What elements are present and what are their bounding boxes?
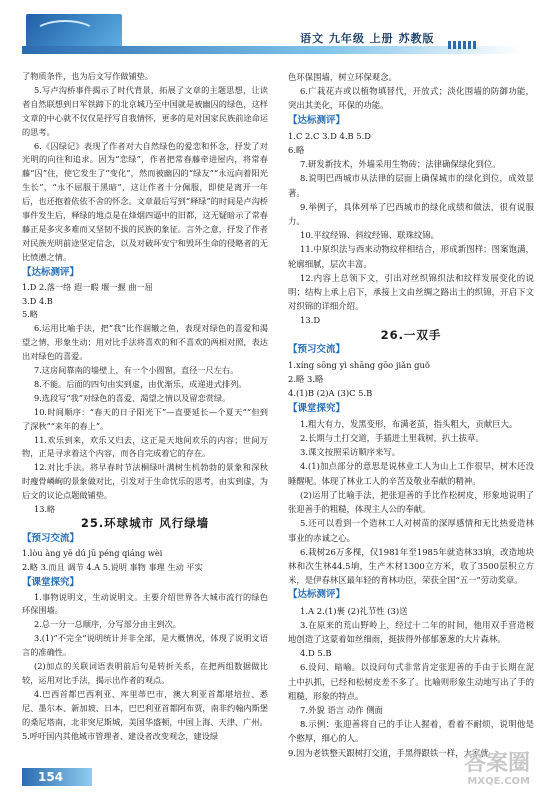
answer-line: (2)运用了比喻手法，把张迎善的手比作松树皮，形象地说明了张迎善手的粗糙，体现主人公的奉献。	[288, 489, 534, 515]
answer-line: 7.研发新技术，外墙采用生物砖；法律确保绿化到位。	[300, 159, 501, 170]
answer-line: 12.内容上总领下文，引出对丝织锦织法和纹样发展变化的说明；结构上承上启下，承接上文由丝绸之路出土的织锦，开启下文对织锦的详细介绍。	[288, 272, 534, 312]
tag-label: 【预习交流】	[22, 532, 80, 544]
answer-line: 7.外貌 语言 动作 侧面	[300, 704, 383, 715]
header-band	[22, 46, 522, 54]
wave-decoration-icon	[34, 20, 96, 46]
right-column	[288, 70, 534, 760]
tag-label: 【达标测评】	[22, 266, 80, 278]
section-title: 26.一双手	[380, 327, 442, 342]
answer-line: 6.栽树26万多棵，仅1981年至1985年就造林33垧，改造地块林和次生林44.5垧，生产木材1300立方米，收了3500层积立方米，是伊春林区最年轻的育林功臣，荣获全国“五一”劳动奖章。	[288, 546, 534, 586]
answer-line: 10.时间顺序：“春天的日子阳光下”—直要延长—个夏天”“但到了深秋”“来年的春上”。	[22, 406, 268, 431]
answer-line: 9.选段写“我”对绿色的喜爱、渴望之情以及留恋赏绿。	[34, 392, 231, 403]
answer-line: 2.长期与土打交道，手插进土里栽树，扒土拔草。	[300, 433, 484, 444]
section-tag	[22, 531, 268, 547]
answer-line: 2.略 3.而且 调节 4.A 5.说明 事物 事理 生动 平实	[22, 561, 203, 572]
answer-line: 4.D 5.B	[300, 648, 332, 659]
answer-line: (2)加点的关联词语表明前后句是转折关系，在把两组数据做比较，运用对比手法，揭示出作者的观点。	[22, 661, 268, 685]
answer-line: 3.(1)“不完全”说明统计并非全部，是大概情况，体现了说明文语言的准确性。	[22, 633, 268, 658]
answer-line: 4.巴西首都巴西利亚、库里蒂巴市，澳大利亚首都堪培拉、悉尼、墨尔本、新加坡、日本，巴巴利亚首都阿布贾，南非约翰内斯堡的桑尼塔南，北非突尼斯城，美国华盛顿，中国上海、天津、广州。	[22, 688, 268, 727]
answer-line: 3.在原来的荒山野岭上，经过十二年的时间，他用双手营造极地创造了这蒙着如丝细雨，挺拔得外郁郁葱葱的大片森林。	[288, 619, 534, 644]
answer-line: 3.D 4.B	[22, 295, 53, 306]
left-column	[22, 70, 268, 744]
answer-line: 1.D 2.落一络 遐一暇 堰一揠 曲一屈	[22, 281, 153, 292]
answer-line: 6.《囚绿记》表现了作者对大自然绿色的爱恋和怀念，抒发了对光明的向往和追求。因为“恋绿”，作者把常春藤牵进屋内，将常春藤“囚”住，使它发生了“变化”，然而被幽囚的“绿友”“永远向着阳光生长”，“永不屈服于黑暗”，这让作者十分佩服，即使是离开一年后，也还抱着依依不舍的怀念。文章最后写到“释绿”的时间是卢沟桥事件发生后，释绿的地点是在烽烟四逼中的旧都，这无疑暗示了常春藤正是多灾多难而又坚韧不拔的民族的象征。言外之意，抒发了作者对民族光明前途坚定信念，以及对破坏安宁和毁坏生命的侵略者的无比愤懑之情。	[22, 140, 268, 262]
answer-line: 13.略	[34, 504, 56, 515]
answer-line: 色环保围墙，树立环保观念。	[288, 72, 397, 82]
tag-label: 【课堂探究】	[288, 402, 346, 414]
answer-line: 11.欢乐到来，欢乐又归去，这正是天地间欢乐的内容；世间万物，正是寻求着这个内容，而各自完成着它的存在。	[22, 434, 268, 459]
tag-label: 【预习交流】	[288, 343, 346, 355]
answer-line: 1.C 2.C 3.D 4.B 5.D	[288, 130, 372, 141]
answer-line: 13.D	[300, 315, 321, 326]
answer-line: 2.总一分一总顺序，分写部分由主到次。	[34, 619, 181, 630]
section-tag	[288, 587, 534, 603]
answer-line: 1.粗大有力，发黑变形，布满老茧，指头粗大，贡献巨大。	[300, 418, 518, 429]
answer-line: 3.课文按照采访顺序来写。	[300, 447, 401, 458]
answer-line: 6.广栽花卉或以植物填替代，开放式；淡化围墙的防御功能，突出其美化，环保的功能。	[288, 86, 534, 111]
answer-line: 8.不能。后面的四句由实到虚，由优渐乐，成递进式排列。	[34, 378, 247, 389]
barcode-decoration-icon	[448, 34, 478, 53]
answer-line: 6.设问、暗喻。以设问句式非常肯定张迎善的手由于长期在泥土中扒抓，已经和松树皮差不多了。比喻则形象生动地写出了手的粗糙，形象的特点。	[288, 662, 534, 701]
header-title: 语文 九年级 上册 苏教版	[300, 32, 435, 45]
section-title: 25.环球城市 风行绿墙	[80, 516, 210, 530]
answer-line: 1.lòu àng yē dú jū péng qiáng wèi	[22, 547, 163, 558]
answer-line: 4.(1)B (2)A (3)C 5.B	[288, 388, 373, 399]
watermark-logo: 答案圈 MXQE.COM	[463, 751, 530, 787]
answer-line: 8.说明巴西城市从法律的层面上确保城市的绿化到位，成效显著。	[288, 173, 534, 198]
answer-line: 1.事物说明文，生动说明文。主要介绍世界各大城市流行的绿色环保围墙。	[22, 591, 268, 616]
answer-line: 10.平纹经锦、斜纹经锦、联珠纹锦。	[300, 230, 439, 241]
section-tag	[288, 401, 534, 417]
answer-line: 11.中原织法与西来动物纹样相结合，形成新图样；图案饱满，轮廓细腻，层次丰富。	[288, 244, 534, 269]
tag-label: 【课堂探究】	[22, 576, 80, 588]
answer-line: 9.举例子，具体列举了巴西城市的绿化成绩和做法，很有说服力。	[288, 201, 534, 227]
answer-line: 8.示例：张迎善将自己的手让人握着，看着不耐烦，说明他是个憨厚，细心的人。	[288, 719, 534, 744]
section-tag	[288, 342, 534, 358]
answer-line: 4.(1)加点部分的意思是说林业工人为山上工作很早，树木还没睡醒呢。体现了林业工人的辛苦及敬业奉献的精神。	[288, 461, 534, 486]
answer-line: 9.因为老铁整天跟树打交道，手黑得跟铁一样，大家就	[288, 747, 489, 758]
tag-label: 【达标测评】	[288, 589, 346, 601]
answer-line: 1.A 2.(1)裹 (2)礼节性 (3)送	[300, 605, 408, 616]
answer-line: 5.写卢沟桥事件揭示了时代背景，拓展了文章的主题思想，让读者自然联想到日军铁蹄下的北京城乃至中国就是被幽囚的绿色，这样文章的中心就不仅仅是抒写自我情怀，更多的是对国家民族前途命运的思考。	[22, 84, 268, 137]
answer-line: 6.略	[288, 145, 305, 156]
page-number: 154	[22, 768, 92, 786]
section-tag	[22, 575, 268, 591]
answer-line: 5.还可以看到一个造林工人对树苗的深厚感情和无比热爱造林事业的赤诚之心。	[288, 518, 534, 543]
page-header	[0, 0, 544, 58]
section-tag	[22, 265, 268, 281]
answer-line: 6.运用比喻手法，把“我”比作涸辙之鱼，表现对绿色的喜爱和渴望之情，形象生动；用对比手法将喜欢的和不喜欢的两相对照，表达出对绿色的喜爱。	[22, 323, 268, 362]
answer-line: 2.略 3.略	[288, 374, 324, 385]
tag-label: 【达标测评】	[288, 114, 346, 126]
answer-line: 7.这房间靠南的墙壁上，有一个小圆窗，直径一尺左右。	[34, 365, 239, 376]
section-tag	[288, 113, 534, 129]
answer-line: 1.xíng sōng yì shāng gōo jiǎn guǒ	[288, 360, 430, 371]
answer-line: 了物质条件，也为后文写作做铺垫。	[22, 71, 154, 81]
answer-line: 5.略	[22, 309, 38, 320]
answer-line: 12.对比手法。将早春时节法桐绿叶满树生机勃勃的景象和深秋时瘦骨嶙峋的景象做对比，引发对于生命忧乐的思考，由实到虚，为后文的议论点题做铺垫。	[22, 462, 268, 501]
answer-line: 5.呼吁国内其他城市管理者、建设者改变观念，建设绿	[22, 730, 219, 741]
